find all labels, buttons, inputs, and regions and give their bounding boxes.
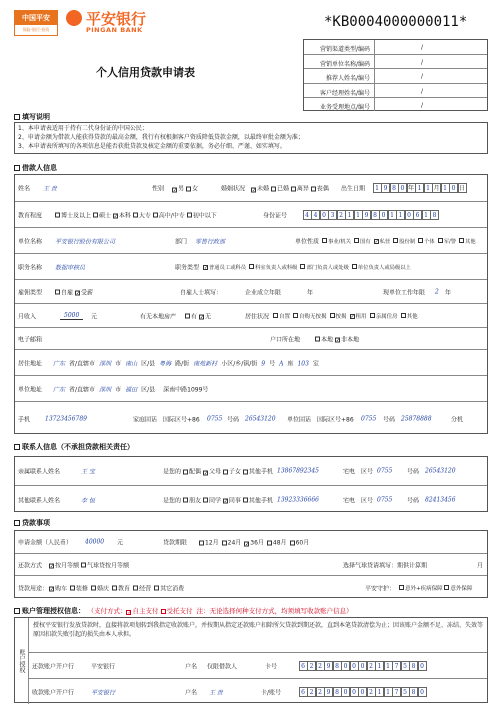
option[interactable]: ✓私营 bbox=[374, 238, 391, 245]
digit-cell[interactable]: 1 bbox=[384, 661, 393, 671]
option[interactable]: 科室负责人或科级 bbox=[249, 265, 297, 271]
account-heading: 账户管理授权信息： （支付方式：✓自主支付 受托支付 注：无论选择何种支付方式，均须填写收款账户信息） bbox=[14, 606, 353, 616]
digit-cell[interactable]: 2 bbox=[316, 687, 325, 697]
recv-card-cells[interactable] bbox=[299, 687, 427, 697]
unit-type-options[interactable] bbox=[322, 237, 479, 245]
digit-cell[interactable]: 0 bbox=[379, 210, 388, 220]
digit-cell[interactable]: 0 bbox=[350, 687, 359, 697]
digit-cell[interactable]: 0 bbox=[418, 661, 427, 671]
term-options[interactable] bbox=[199, 538, 312, 547]
channel-label: 推荐人姓名/编号 bbox=[325, 75, 370, 83]
channel-value[interactable]: / bbox=[421, 73, 424, 81]
address-unit: 号 bbox=[269, 360, 276, 367]
digit-cell[interactable]: 1 bbox=[441, 183, 450, 193]
address-value: 南山 bbox=[125, 360, 138, 367]
form-number: *KB0004000000011* bbox=[324, 14, 468, 30]
contacts-panel bbox=[14, 456, 488, 512]
protect-options[interactable]: 意外+疾病保障 意外保障 bbox=[399, 584, 472, 592]
digit-cell[interactable]: 9 bbox=[381, 183, 390, 193]
channel-value[interactable]: / bbox=[421, 59, 424, 67]
digit-cell[interactable]: 7 bbox=[392, 661, 401, 671]
option[interactable]: 亲属住房 bbox=[370, 314, 398, 320]
instructions-panel: 1、本申请表适用于持有二代身份证的中国公民； 2、申请金额为借款人能获得贷款的最高金额，我行有权根据客户资质降低贷款金额，以最终审批金额为准； 3、本申请表所填写的各项信息是能否获批贷款及核定金额的重要依据，务必仔细、严谨、如实填写。 bbox=[14, 122, 488, 154]
option[interactable]: ✓购车 bbox=[50, 585, 68, 593]
relation-options[interactable]: 配偶 ✓父母 子女 其他 bbox=[183, 467, 261, 476]
channel-divider bbox=[374, 55, 375, 68]
marital-options[interactable]: ✓未婚 已婚 离异 丧偶 bbox=[252, 185, 329, 193]
option[interactable]: 单位负责人或局级以上 bbox=[352, 265, 411, 271]
work-phone-value[interactable]: 25878888 bbox=[401, 415, 432, 422]
address-unit: 省/直辖市 bbox=[69, 386, 96, 393]
digit-cell[interactable]: 0 bbox=[418, 687, 427, 697]
option[interactable]: ✓租用 bbox=[350, 313, 367, 320]
address-value: 广东 bbox=[53, 386, 66, 393]
digit-cell[interactable]: 1 bbox=[396, 210, 405, 220]
address-value: 福田 bbox=[125, 386, 138, 393]
option[interactable]: 24月 bbox=[222, 540, 242, 547]
digit-cell[interactable]: 8 bbox=[409, 687, 418, 697]
education-options[interactable]: 博士及以上 硕士 ✓本科 大专 高中/中专 初中以下 bbox=[55, 210, 217, 219]
living-options[interactable] bbox=[273, 312, 421, 320]
option[interactable]: 个体 bbox=[418, 239, 435, 245]
digit-cell[interactable]: 8 bbox=[430, 210, 439, 220]
account-side-label: 账户授权 bbox=[15, 618, 29, 704]
channel-divider bbox=[374, 40, 375, 54]
contact-mobile[interactable]: 13923336666 bbox=[277, 496, 319, 503]
birth-date-cells[interactable] bbox=[373, 183, 467, 193]
digit-cell[interactable]: 0 bbox=[449, 183, 458, 193]
digit-cell[interactable]: 5 bbox=[401, 661, 410, 671]
digit-cell[interactable]: 0 bbox=[398, 183, 407, 193]
option[interactable]: 教育 bbox=[112, 585, 130, 592]
digit-cell[interactable]: 1 bbox=[345, 210, 354, 220]
address-unit: 小区/乡/镇/街 bbox=[221, 360, 258, 367]
address-value: 103 bbox=[297, 360, 309, 367]
digit-cell[interactable]: 1 bbox=[375, 661, 384, 671]
digit-cell[interactable]: 8 bbox=[333, 661, 342, 671]
address-unit: 深南中路1099号 bbox=[163, 386, 209, 393]
income-value[interactable]: 5000 bbox=[60, 312, 83, 320]
option[interactable]: 部门负责人或处级 bbox=[300, 265, 348, 271]
option[interactable]: 经营 bbox=[133, 585, 151, 592]
digit-cell[interactable]: 1 bbox=[373, 183, 382, 193]
page-title: 个人信用贷款申请表 bbox=[96, 66, 195, 79]
channel-divider bbox=[374, 69, 375, 82]
bank-logo: 平安银行 PINGAN BANK bbox=[66, 8, 186, 38]
address-value: 南苑新村 bbox=[193, 360, 218, 367]
digit-cell[interactable]: 6 bbox=[299, 661, 308, 671]
digit-cell[interactable]: 6 bbox=[299, 687, 308, 697]
channel-row bbox=[304, 54, 487, 68]
digit-cell[interactable]: 8 bbox=[333, 687, 342, 697]
digit-cell[interactable]: 6 bbox=[413, 210, 422, 220]
option[interactable]: 其他 bbox=[459, 239, 476, 245]
digit-cell[interactable]: 9 bbox=[362, 210, 371, 220]
option[interactable]: 其它消费 bbox=[154, 585, 184, 592]
digit-cell[interactable]: 0 bbox=[358, 687, 367, 697]
digit-cell[interactable]: 1 bbox=[384, 687, 393, 697]
hukou-options[interactable]: 本地 ✓非本地 bbox=[315, 334, 359, 343]
channel-divider bbox=[374, 98, 375, 111]
option[interactable]: 自购无按揭 bbox=[293, 314, 327, 320]
digit-cell[interactable]: 年 bbox=[407, 185, 414, 192]
address-unit: 路/街 bbox=[175, 360, 190, 367]
channel-label: 营销渠道类型/编码 bbox=[319, 46, 370, 53]
address-value: 9 bbox=[261, 360, 266, 367]
contact-row: 亲属联系人姓名 王 宝 是您的 配偶 ✓父母 子女 其他 手机 13867892345 宅电 区号 0755 号码 26543120 bbox=[18, 467, 456, 476]
contact-row: 其他联系人姓名 李 恒 是您的 朋友 同学 ✓同事 其他 手机 13923336666 宅电 区号 0755 号码 82413456 bbox=[15, 485, 487, 513]
authorization-text: 授权平安银行发放贷款时，直接将款项划转到我指定收款账户，并按期从指定还款账户扣除所欠贷款到期还款，直到本笔贷款清偿为止；因该账户金额不足、冻结、失效等原因扣款失败引起的损失由本人承担。 bbox=[33, 622, 484, 638]
option[interactable]: 国有 bbox=[354, 239, 371, 245]
channel-label: 客户经理姓名/编号 bbox=[319, 89, 370, 97]
option[interactable]: 按揭 bbox=[330, 314, 347, 320]
digit-cell[interactable]: 8 bbox=[390, 183, 399, 193]
channel-label: 营销单位名称/编码 bbox=[319, 61, 370, 69]
employment-options[interactable]: 自雇 ✓受薪 bbox=[55, 287, 93, 296]
digit-cell[interactable]: 2 bbox=[367, 661, 376, 671]
digit-cell[interactable]: 1 bbox=[422, 210, 431, 220]
digit-cell[interactable]: 4 bbox=[303, 210, 312, 220]
digit-cell[interactable]: 9 bbox=[324, 661, 333, 671]
loan-panel: 申请金额（人民币） 40000 元 贷款期限 12月 24月 ✓36月 48月 60月 还款方式 ✓按月等额 气球贷按月等额 选择气球贷请填写：期供计算期 月 贷款用途： ✓购车 装修 婚庆 教育 经营 其它消费 平安守护： 意外+疾病保障 意外保障 bbox=[14, 530, 488, 598]
home-phone-value[interactable]: 26543120 bbox=[245, 415, 276, 422]
repay-options[interactable]: ✓按月等额 气球贷按月等额 bbox=[50, 562, 129, 570]
option[interactable]: 12月 bbox=[199, 540, 219, 547]
digit-cell[interactable]: 0 bbox=[341, 661, 350, 671]
digit-cell[interactable]: 月 bbox=[433, 185, 440, 192]
gender-options[interactable]: ✓男 女 bbox=[173, 185, 198, 193]
digit-cell[interactable]: 0 bbox=[320, 210, 329, 220]
digit-cell[interactable]: 2 bbox=[307, 661, 316, 671]
digit-cell[interactable]: 7 bbox=[392, 687, 401, 697]
channel-value[interactable]: / bbox=[421, 44, 424, 51]
contacts-heading: 联系人信息（不承担贷款相关责任） bbox=[14, 442, 134, 452]
digit-cell[interactable]: 1 bbox=[424, 183, 433, 193]
digit-cell[interactable]: 8 bbox=[371, 210, 380, 220]
pingan-logo: 中国平安 保险·银行·投资 bbox=[14, 10, 58, 36]
job-title-value[interactable]: 数据审核员 bbox=[55, 264, 86, 271]
channel-label: 业务受理地点/编号 bbox=[319, 103, 370, 111]
channel-table bbox=[303, 39, 488, 111]
digit-cell[interactable]: 0 bbox=[358, 661, 367, 671]
channel-value[interactable]: / bbox=[421, 87, 424, 95]
name-value[interactable]: 王 贵 bbox=[43, 185, 57, 193]
channel-row bbox=[304, 40, 487, 54]
address-unit: 区/县 bbox=[141, 360, 156, 367]
option[interactable]: 军/警 bbox=[438, 239, 456, 245]
employer-value[interactable]: 平安银行股份有限公司 bbox=[55, 238, 116, 245]
borrower-panel: 姓名 王 贵 性别 ✓男 女 婚姻状况 ✓未婚 已婚 离异 丧偶 出生日期 1 9 8 0 年 1 1 月 1 0 日 教育程度 博士及以上 硕士 ✓本科 大专 高中/中专 初中以下 身份证号 4 4 0 3 2 1 1 9 8 0 1 1 0 6 1 8 单位名称 平安银行股份有限公司 部门 零售行政部 单位性质 事业/机关 国有 ✓私营 股份制 个体 军/警 其他 职务名称 数据审核员 职务类型 ✓普通员工或科员 科室负责人或科级 部门负责人或处级 单位负责人或局级以上 雇佣类型 自雇 ✓受薪 自雇人士填写： 企业成立年限 年 现单位工作年限 2 年 月收入 5000 元 有无本地房产 有 ✓无 居住状况 自置 自购无按揭 按揭 ✓租用 亲属住房 其他 电子邮箱 户口所在地 本地 ✓非本地 居住地址 广东 省/直辖市 深圳 市 南山 区/县 粤海 路/街 南苑新村 小区/乡/镇/街 9 号 A 座 103 室 单位地址 广东 省/直辖市 深圳 市 福田 区/县 深南中路1099号 手机 13723456789 家庭固话 国际区号+86 0755 号码 26543120 单位固话 国际区号+86 0755 号码 25878888 分机 bbox=[14, 174, 488, 434]
recv-bank[interactable]: 平安银行 bbox=[91, 689, 116, 696]
contact-phone[interactable]: 82413456 bbox=[425, 496, 456, 503]
option[interactable]: 事业/机关 bbox=[322, 239, 351, 245]
option[interactable]: ✓普通员工或科员 bbox=[204, 264, 247, 271]
digit-cell[interactable]: 8 bbox=[409, 661, 418, 671]
option[interactable]: 股份制 bbox=[393, 239, 415, 245]
option[interactable]: ✓36月 bbox=[245, 539, 264, 547]
bank-logo-icon bbox=[66, 10, 82, 26]
digit-cell[interactable]: 日 bbox=[458, 185, 465, 192]
digit-cell[interactable]: 3 bbox=[328, 210, 337, 220]
work-address[interactable] bbox=[53, 384, 212, 393]
option[interactable]: 其他 bbox=[401, 314, 418, 320]
contact-name[interactable]: 王 宝 bbox=[81, 468, 95, 476]
channel-row bbox=[304, 97, 487, 111]
digit-cell[interactable]: 0 bbox=[341, 687, 350, 697]
channel-row bbox=[304, 83, 487, 97]
digit-cell[interactable]: 2 bbox=[316, 661, 325, 671]
id-number-cells[interactable] bbox=[303, 210, 439, 220]
digit-cell[interactable]: 2 bbox=[367, 687, 376, 697]
digit-cell[interactable]: 2 bbox=[307, 687, 316, 697]
option[interactable]: 自置 bbox=[273, 314, 290, 320]
option[interactable]: 48月 bbox=[267, 540, 287, 547]
account-panel: 账户授权 授权平安银行发放贷款时，直接将款项划转到我指定收款账户，并按期从指定还款账户扣除所欠贷款到期还款，直到本笔贷款清偿为止；因该账户金额不足、冻结、失效等原因扣款失败引起的损失由本人承担。 还款账户开户行 平安银行 户名 仅限借款人 卡号 6 2 2 9 8 0 0 0 2 1 1 7 5 8 0 收款账户开户行 平安银行 户名 王 贵 卡/账号 6 2 2 9 8 0 0 0 2 1 1 7 5 8 0 bbox=[14, 617, 488, 703]
digit-cell[interactable]: 2 bbox=[337, 210, 346, 220]
option[interactable]: 60月 bbox=[290, 540, 310, 547]
address-value: A bbox=[279, 360, 284, 367]
digit-cell[interactable]: 0 bbox=[350, 661, 359, 671]
address-unit: 市 bbox=[115, 360, 122, 367]
digit-cell[interactable]: 5 bbox=[401, 687, 410, 697]
instructions-heading: 填写说明 bbox=[14, 112, 50, 122]
repay-bank[interactable]: 平安银行 bbox=[91, 663, 116, 670]
address-unit: 座 bbox=[287, 360, 294, 367]
option[interactable]: 婚庆 bbox=[91, 585, 109, 592]
contact-mobile[interactable]: 13867892345 bbox=[277, 467, 319, 475]
digit-cell[interactable]: 0 bbox=[405, 210, 414, 220]
amount-value[interactable]: 40000 bbox=[85, 538, 105, 546]
option[interactable]: 装修 bbox=[70, 585, 88, 592]
channel-divider bbox=[374, 84, 375, 97]
loan-heading: 贷款事项 bbox=[14, 518, 50, 528]
name-label: 姓名 bbox=[18, 185, 31, 193]
channel-row bbox=[304, 68, 487, 82]
borrower-heading: 借款人信息 bbox=[14, 163, 57, 173]
digit-cell[interactable]: 1 bbox=[388, 210, 397, 220]
address-value: 深圳 bbox=[99, 360, 112, 367]
digit-cell[interactable]: 1 bbox=[415, 183, 424, 193]
address-unit: 市 bbox=[115, 386, 122, 393]
job-type-options[interactable] bbox=[203, 263, 414, 271]
tenure-value[interactable]: 2 bbox=[435, 288, 439, 295]
address-unit: 区/县 bbox=[141, 386, 156, 393]
contact-phone[interactable]: 26543120 bbox=[425, 467, 456, 475]
digit-cell[interactable]: 1 bbox=[375, 687, 384, 697]
channel-value[interactable]: / bbox=[421, 101, 424, 109]
digit-cell[interactable]: 4 bbox=[311, 210, 320, 220]
house-options[interactable]: 有 ✓无 bbox=[185, 311, 211, 320]
home-address[interactable] bbox=[53, 358, 323, 367]
relation-options[interactable]: 朋友 同学 ✓同事 其他 bbox=[183, 495, 261, 504]
address-unit: 室 bbox=[312, 360, 319, 367]
repay-card-cells[interactable] bbox=[299, 661, 427, 671]
recv-holder[interactable]: 王 贵 bbox=[209, 689, 223, 696]
digit-cell[interactable]: 1 bbox=[354, 210, 363, 220]
address-value: 广东 bbox=[53, 360, 66, 367]
mobile-value[interactable]: 13723456789 bbox=[45, 415, 87, 422]
digit-cell[interactable]: 9 bbox=[324, 687, 333, 697]
contact-name[interactable]: 李 恒 bbox=[81, 497, 95, 504]
address-value: 粤海 bbox=[159, 360, 172, 367]
address-unit: 省/直辖市 bbox=[69, 360, 96, 367]
department-value[interactable]: 零售行政部 bbox=[195, 238, 226, 245]
purpose-options[interactable] bbox=[49, 583, 187, 592]
address-value: 深圳 bbox=[99, 386, 112, 393]
